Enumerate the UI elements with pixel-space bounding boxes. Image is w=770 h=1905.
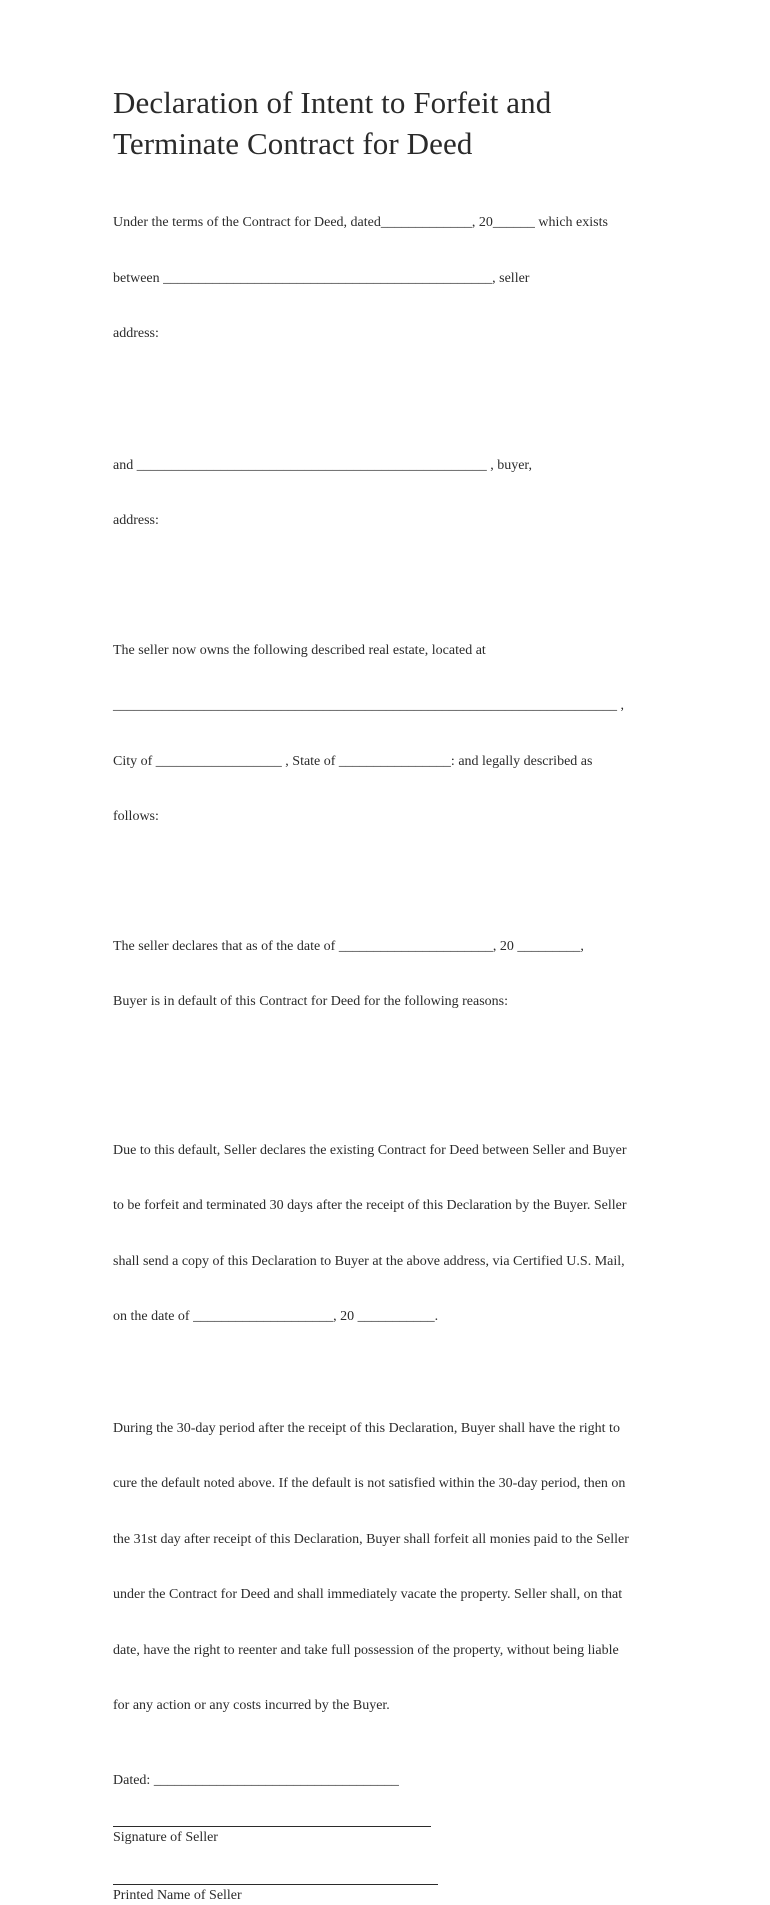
default-date-line: The seller declares that as of the date of ______________________, 20 _________, [113,938,665,957]
buyer-paragraph [113,420,665,568]
contract-date-line: Under the terms of the Contract for Deed, dated_____________, 20______ which exists [113,214,665,233]
cure-line-3: the 31st day after receipt of this Declaration, Buyer shall forfeit all monies paid to the Seller [113,1531,665,1550]
real-estate-paragraph [113,605,665,864]
document-title [113,82,665,164]
default-paragraph [113,901,665,1049]
city-state-line: City of __________________ , State of ________________: and legally described as [113,753,665,772]
title-line-1: Declaration of Intent to Forfeit and [113,82,665,123]
dated-line: Dated: ___________________________________ [113,1772,665,1791]
real-estate-location-line: ________________________________________________________________________ , [113,697,665,716]
termination-line-2: to be forfeit and terminated 30 days after the receipt of this Declaration by the Buyer. Seller [113,1197,665,1216]
document-page [113,82,665,1905]
default-reasons-line: Buyer is in default of this Contract for Deed for the following reasons: [113,993,665,1012]
buyer-name-line: and __________________________________________________ , buyer, [113,457,665,476]
termination-line-3: shall send a copy of this Declaration to Buyer at the above address, via Certified U.S. Mail, [113,1253,665,1272]
contract-terms-paragraph [113,177,665,381]
termination-line-4: on the date of ____________________, 20 ___________. [113,1308,665,1327]
cure-line-5: date, have the right to reenter and take full possession of the property, without being liable [113,1642,665,1661]
title-line-2: Terminate Contract for Deed [113,123,665,164]
cure-line-6: for any action or any costs incurred by the Buyer. [113,1697,665,1716]
termination-line-1: Due to this default, Seller declares the existing Contract for Deed between Seller and Buyer [113,1142,665,1161]
cure-line-2: cure the default noted above. If the default is not satisfied within the 30-day period, then on [113,1475,665,1494]
cure-line-4: under the Contract for Deed and shall immediately vacate the property. Seller shall, on that [113,1586,665,1605]
follows-label: follows: [113,808,665,827]
printed-name-line [113,1884,438,1885]
seller-name-line: between _______________________________________________, seller [113,270,665,289]
seller-address-label: address: [113,325,665,344]
signature-of-seller-label: Signature of Seller [113,1829,665,1848]
termination-paragraph [113,1105,665,1364]
real-estate-intro: The seller now owns the following described real estate, located at [113,642,665,661]
cure-line-1: During the 30-day period after the receipt of this Declaration, Buyer shall have the right to [113,1420,665,1439]
printed-name-of-seller-label: Printed Name of Seller [113,1887,665,1905]
buyer-address-label: address: [113,512,665,531]
cure-period-paragraph [113,1383,665,1753]
seller-signature-line [113,1826,431,1827]
